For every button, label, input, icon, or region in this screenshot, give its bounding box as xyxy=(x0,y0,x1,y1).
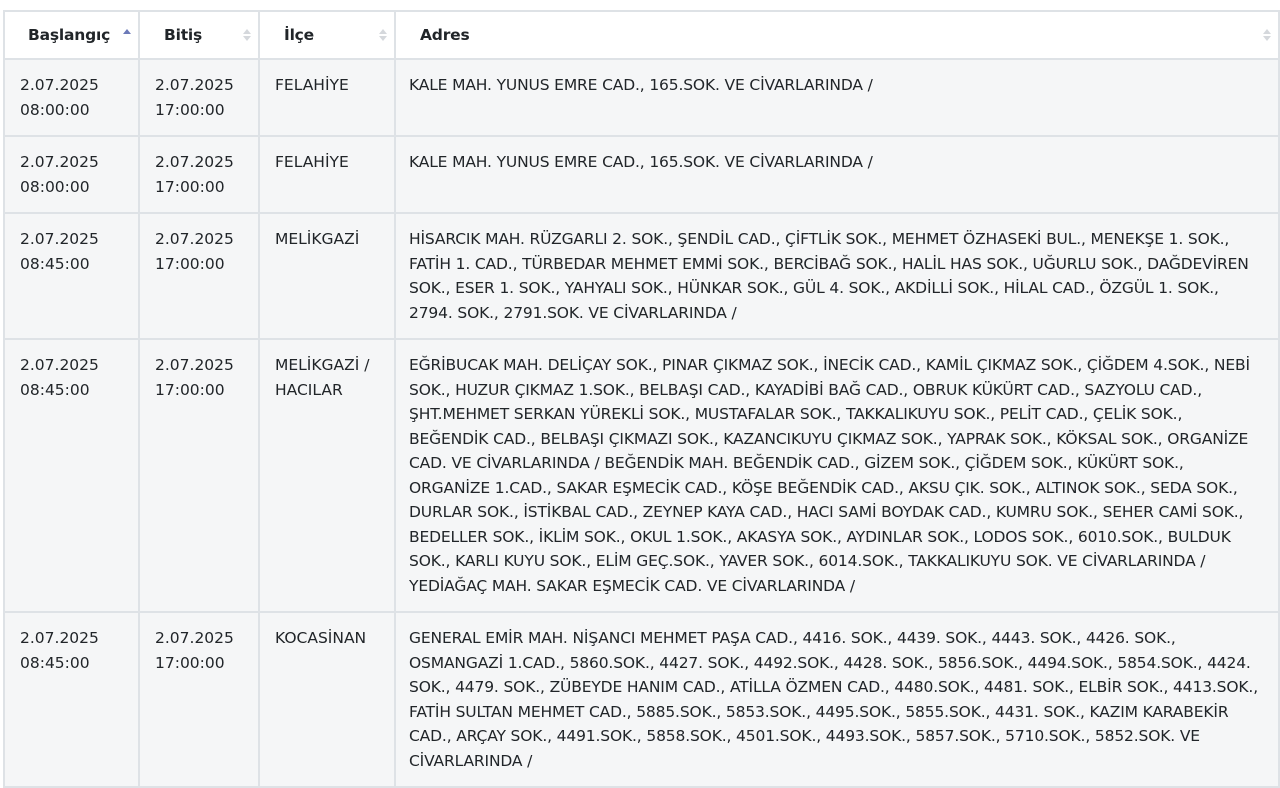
end-time: 17:00:00 xyxy=(155,653,225,672)
end-cell xyxy=(139,612,259,787)
column-header-end[interactable] xyxy=(139,11,259,59)
district-cell: FELAHİYE xyxy=(259,136,395,213)
start-date: 2.07.2025 xyxy=(20,76,99,94)
end-date: 2.07.2025 xyxy=(155,356,234,374)
start-cell xyxy=(4,213,139,339)
end-time: 17:00:00 xyxy=(155,254,225,273)
district-cell: FELAHİYE xyxy=(259,59,395,136)
start-cell xyxy=(4,339,139,612)
column-header-label: İlçe xyxy=(284,26,314,44)
end-cell xyxy=(139,136,259,213)
address-cell: KALE MAH. YUNUS EMRE CAD., 165.SOK. VE CİVARLARINDA / xyxy=(395,59,1279,136)
start-date: 2.07.2025 xyxy=(20,356,99,374)
sort-ascending-icon xyxy=(123,27,132,43)
table-row xyxy=(4,136,1279,213)
sort-icon xyxy=(1263,27,1272,43)
column-header-label: Adres xyxy=(420,26,470,44)
start-date: 2.07.2025 xyxy=(20,153,99,171)
sort-icon xyxy=(379,27,388,43)
start-cell xyxy=(4,59,139,136)
start-time: 08:00:00 xyxy=(20,100,90,119)
end-time: 17:00:00 xyxy=(155,380,225,399)
end-time: 17:00:00 xyxy=(155,100,225,119)
column-header-label: Bitiş xyxy=(164,26,203,44)
end-date: 2.07.2025 xyxy=(155,76,234,94)
column-header-address[interactable] xyxy=(395,11,1279,59)
start-cell xyxy=(4,612,139,787)
start-date: 2.07.2025 xyxy=(20,629,99,647)
district-cell: MELİKGAZİ / HACILAR xyxy=(259,339,395,612)
end-cell xyxy=(139,339,259,612)
table-row xyxy=(4,612,1279,787)
end-date: 2.07.2025 xyxy=(155,230,234,248)
table-row xyxy=(4,213,1279,339)
table-row xyxy=(4,339,1279,612)
district-cell: MELİKGAZİ xyxy=(259,213,395,339)
start-time: 08:00:00 xyxy=(20,177,90,196)
start-date: 2.07.2025 xyxy=(20,230,99,248)
address-cell: GENERAL EMİR MAH. NİŞANCI MEHMET PAŞA CAD., 4416. SOK., 4439. SOK., 4443. SOK., 4426. SOK., OSMANGAZİ 1.CAD., 5860.SOK., 4427. SOK., 4492.SOK., 4428. SOK., 5856.SOK., 4494.SOK., 5854.SOK., 4424. SOK., 4479. SOK., ZÜBEYDE HANIM CAD., ATİLLA ÖZMEN CAD., 4480.SOK., 4481. SOK., ELBİR SOK., 4413.SOK., FATİH SULTAN MEHMET CAD., 5885.SOK., 5853.SOK., 4495.SOK., 5855.SOK., 4431. SOK., KAZIM KARABEKİR CAD., ARÇAY SOK., 4491.SOK., 5858.SOK., 4501.SOK., 4493.SOK., 5857.SOK., 5710.SOK., 5852.SOK. VE CİVARLARINDA / xyxy=(395,612,1279,787)
column-header-district[interactable] xyxy=(259,11,395,59)
start-cell xyxy=(4,136,139,213)
end-cell xyxy=(139,59,259,136)
header-row xyxy=(4,11,1279,59)
address-cell: HİSARCIK MAH. RÜZGARLI 2. SOK., ŞENDİL CAD., ÇİFTLİK SOK., MEHMET ÖZHASEKİ BUL., MENEKŞE 1. SOK., FATİH 1. CAD., TÜRBEDAR MEHMET EMMİ SOK., BERCİBAĞ SOK., HALİL HAS SOK., UĞURLU SOK., DAĞDEVİREN SOK., ESER 1. SOK., YAHYALI SOK., HÜNKAR SOK., GÜL 4. SOK., AKDİLLİ SOK., HİLAL CAD., ÖZGÜL 1. SOK., 2794. SOK., 2791.SOK. VE CİVARLARINDA / xyxy=(395,213,1279,339)
address-cell: KALE MAH. YUNUS EMRE CAD., 165.SOK. VE CİVARLARINDA / xyxy=(395,136,1279,213)
end-date: 2.07.2025 xyxy=(155,153,234,171)
address-cell: EĞRİBUCAK MAH. DELİÇAY SOK., PINAR ÇIKMAZ SOK., İNECİK CAD., KAMİL ÇIKMAZ SOK., ÇİĞDEM 4.SOK., NEBİ SOK., HUZUR ÇIKMAZ 1.SOK., BELBAŞI CAD., KAYADİBİ BAĞ CAD., OBRUK KÜKÜRT CAD., SAZYOLU CAD., ŞHT.MEHMET SERKAN YÜREKLİ SOK., MUSTAFALAR SOK., TAKKALIKUYU SOK., PELİT CAD., ÇELİK SOK., BEĞENDİK CAD., BELBAŞI ÇIKMAZI SOK., KAZANCIKUYU ÇIKMAZ SOK., YAPRAK SOK., KÖKSAL SOK., ORGANİZE CAD. VE CİVARLARINDA / BEĞENDİK MAH. BEĞENDİK CAD., GİZEM SOK., ÇİĞDEM SOK., KÜKÜRT SOK., ORGANİZE 1.CAD., SAKAR EŞMECİK CAD., KÖŞE BEĞENDİK CAD., AKSU ÇIK. SOK., ALTINOK SOK., SEDA SOK., DURLAR SOK., İSTİKBAL CAD., ZEYNEP KAYA CAD., HACI SAMİ BOYDAK CAD., KUMRU SOK., SEHER CAMİ SOK., BEDELLER SOK., İKLİM SOK., OKUL 1.SOK., AKASYA SOK., AYDINLAR SOK., LODOS SOK., 6010.SOK., BULDUK SOK., KARLI KUYU SOK., ELİM GEÇ.SOK., YAVER SOK., 6014.SOK., TAKKALIKUYU SOK. VE CİVARLARINDA / YEDİAĞAÇ MAH. SAKAR EŞMECİK CAD. VE CİVARLARINDA / xyxy=(395,339,1279,612)
sort-icon xyxy=(243,27,252,43)
end-cell xyxy=(139,213,259,339)
start-time: 08:45:00 xyxy=(20,254,90,273)
end-date: 2.07.2025 xyxy=(155,629,234,647)
outage-table xyxy=(3,10,1280,788)
start-time: 08:45:00 xyxy=(20,380,90,399)
table-header xyxy=(4,11,1279,59)
column-header-label: Başlangıç xyxy=(28,26,111,44)
start-time: 08:45:00 xyxy=(20,653,90,672)
table-body xyxy=(4,59,1279,787)
table-row xyxy=(4,59,1279,136)
column-header-start[interactable] xyxy=(4,11,139,59)
end-time: 17:00:00 xyxy=(155,177,225,196)
outage-table-container xyxy=(3,10,1278,788)
district-cell: KOCASİNAN xyxy=(259,612,395,787)
